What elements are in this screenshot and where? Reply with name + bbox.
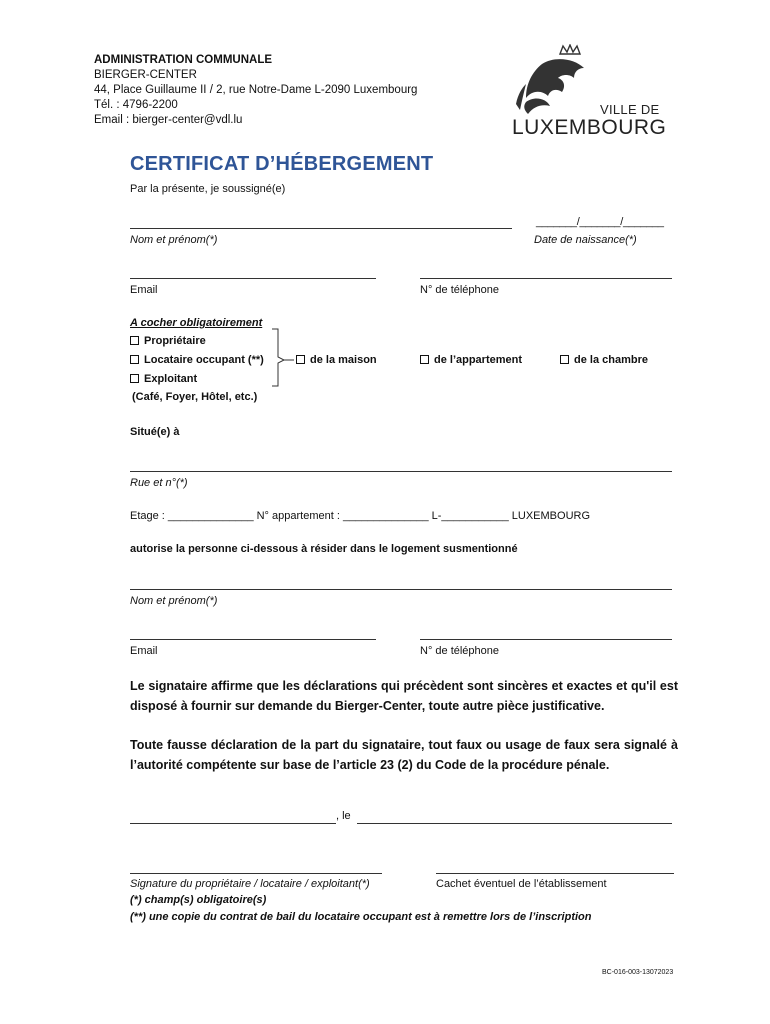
note-lease: (**) une copie du contrat de bail du locataire occupant est à remettre lors de l’inscription [130,911,592,923]
date-line[interactable] [357,823,672,824]
floor-line[interactable]: Etage : ______________ N° appartement : ______________ L-___________ LUXEMBOURG [130,510,591,522]
address: 44, Place Guillaume II / 2, rue Notre-Dame L-2090 Luxembourg [94,84,418,96]
name2-label: Nom et prénom(*) [130,595,218,607]
name2-line[interactable] [130,589,672,590]
checkbox-box[interactable] [560,355,569,364]
email: Email : bierger-center@vdl.lu [94,114,243,126]
name-line[interactable] [130,228,512,229]
footer-code: BC-016-003-13072023 [602,969,674,976]
checkbox-house[interactable] [296,354,377,366]
situated-label: Situé(e) à [130,426,180,438]
logo-line2: LUXEMBOURG [512,116,667,139]
phone: Tél. : 4796-2200 [94,99,178,111]
checkbox-owner-label: Propriétaire [144,335,206,347]
checkbox-tenant[interactable] [130,354,264,366]
place-line[interactable] [130,823,336,824]
checkbox-operator-label: Exploitant [144,373,198,385]
stamp-line[interactable] [436,873,674,874]
org-name: ADMINISTRATION COMMUNALE [94,54,273,66]
city-logo [512,44,682,140]
lion-crown-icon [512,44,592,122]
name-label: Nom et prénom(*) [130,234,218,246]
checkbox-heading: A cocher obligatoirement [130,317,263,329]
page-title: CERTIFICAT D’HÉBERGEMENT [130,153,434,175]
checkbox-apartment[interactable] [420,354,522,366]
phone2-label: N° de téléphone [420,645,500,657]
email-label: Email [130,284,158,296]
logo-line1: VILLE DE [600,102,660,117]
note-mandatory: (*) champ(s) obligatoire(s) [130,894,267,906]
checkbox-box[interactable] [130,355,139,364]
checkbox-box[interactable] [130,374,139,383]
le-label: , le [336,810,351,822]
checkbox-room-label: de la chambre [574,354,648,366]
checkbox-house-label: de la maison [310,354,377,366]
checkbox-box[interactable] [130,336,139,345]
declaration-1: Le signataire affirme que les déclarations qui précèdent sont sincères et exactes et qu'il est disposé à fournir sur demande du Bierger-Center, toute autre pièce justificative. [130,679,678,713]
dob-field[interactable]: _______/_______/_______ [536,216,664,228]
checkbox-apartment-label: de l’appartement [434,354,523,366]
checkbox-room[interactable] [560,354,648,366]
checkbox-owner[interactable] [130,335,206,347]
phone-label: N° de téléphone [420,284,500,296]
bracket-icon [270,328,296,388]
stamp-label: Cachet éventuel de l’établissement [436,878,607,890]
signature-line[interactable] [130,873,382,874]
authorize-text: autorise la personne ci-dessous à résider dans le logement susmentionné [130,543,518,555]
email2-label: Email [130,645,158,657]
phone2-line[interactable] [420,639,672,640]
operator-note: (Café, Foyer, Hôtel, etc.) [132,391,258,403]
phone-line[interactable] [420,278,672,279]
signature-label: Signature du propriétaire / locataire / exploitant(*) [130,878,370,890]
checkbox-box[interactable] [420,355,429,364]
checkbox-box[interactable] [296,355,305,364]
street-label: Rue et n°(*) [130,477,188,489]
declaration-2: Toute fausse déclaration de la part du signataire, tout faux ou usage de faux sera signalé à l’autorité compétente sur base de l’article 23 (2) du Code de la procédure pénale. [130,738,678,772]
service-name: BIERGER-CENTER [94,69,197,81]
email-line[interactable] [130,278,376,279]
intro-text: Par la présente, je soussigné(e) [130,183,286,195]
email2-line[interactable] [130,639,376,640]
street-line[interactable] [130,471,672,472]
checkbox-operator[interactable] [130,373,197,385]
checkbox-tenant-label: Locataire occupant (**) [144,354,264,366]
dob-label: Date de naissance(*) [534,234,637,246]
